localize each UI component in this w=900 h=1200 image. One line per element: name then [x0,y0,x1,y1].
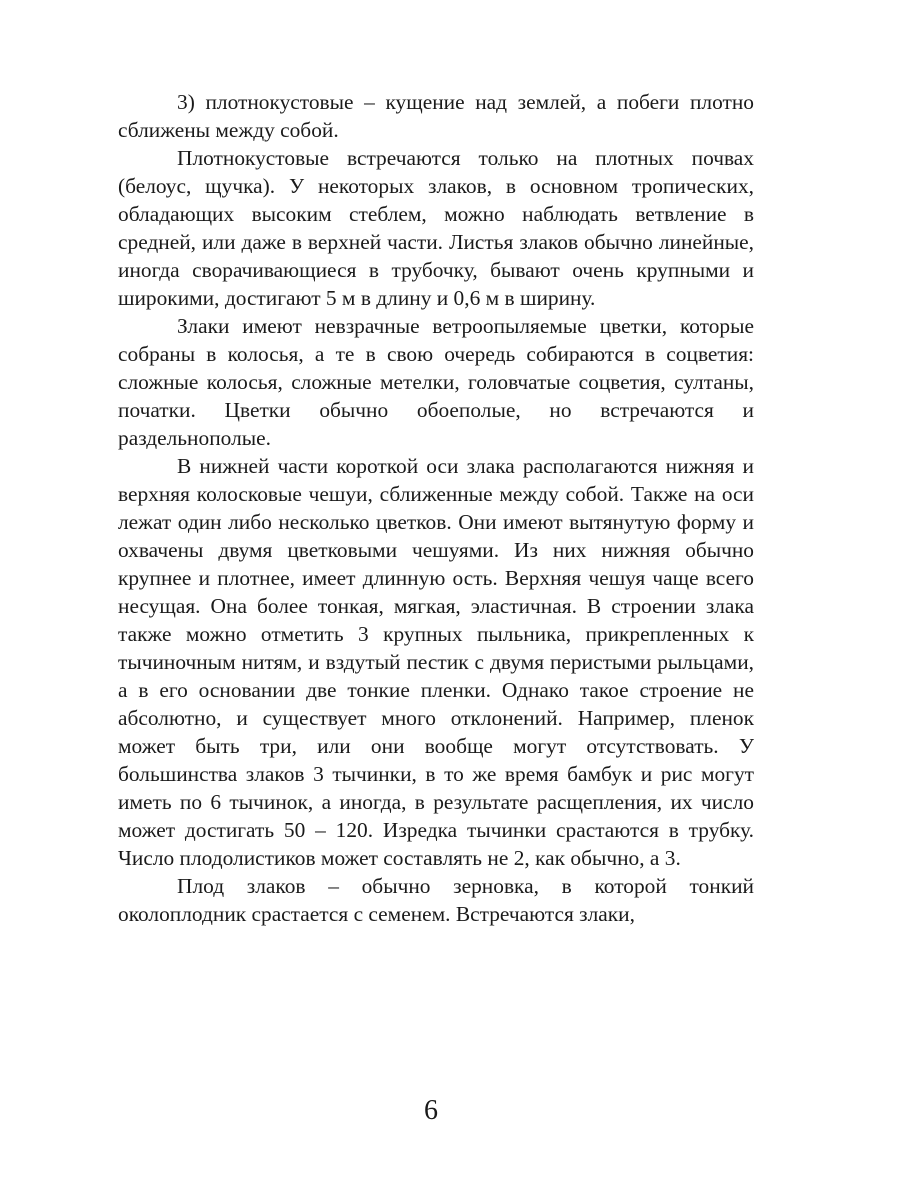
paragraph-1: 3) плотнокустовые – кущение над землей, а побеги плотно сближены между собой. [118,90,754,142]
paragraph-2: Плотнокустовые встречаются только на плотных почвах (белоус, щучка). У некоторых злаков, в основном тропических, обладающих высоким стеблем, можно наблюдать ветвление в средней, или даже в верхней части. Листья злаков обычно линейные, иногда сворачивающиеся в трубочку, бывают очень крупными и широкими, достигают 5 м в длину и 0,6 м в ширину. [118,146,754,310]
paragraph-4: В нижней части короткой оси злака располагаются нижняя и верхняя колосковые чешуи, сближенные между собой. Также на оси лежат один либо несколько цветков. Они имеют вытянутую форму и охвачены двумя цветковыми чешуями. Из них нижняя обычно крупнее и плотнее, имеет длинную ость. Верхняя чешуя чаще всего несущая. Она более тонкая, мягкая, эластичная. В строении злака также можно отметить 3 крупных пыльника, прикрепленных к тычиночным нитям, и вздутый пестик с двумя перистыми рыльцами, а в его основании две тонкие пленки. Однако такое строение не абсолютно, и существует много отклонений. Например, пленок может быть три, или они вообще могут отсутствовать. У большинства злаков 3 тычинки, в то же время бамбук и рис могут иметь по 6 тычинок, а иногда, в результате расщепления, их число может достигать 50 – 120. Изредка тычинки срастаются в трубку. Число плодолистиков может составлять не 2, как обычно, а 3. [118,454,754,870]
paragraph-5: Плод злаков – обычно зерновка, в которой тонкий околоплодник срастается с семенем. Встречаются злаки, [118,874,754,926]
page-number: 6 [424,1095,438,1126]
body-text [118,88,754,928]
paragraph-3: Злаки имеют невзрачные ветроопыляемые цветки, которые собраны в колосья, а те в свою очередь собираются в соцветия: сложные колосья, сложные метелки, головчатые соцветия, султаны, початки. Цветки обычно обоеполые, но встречаются и раздельнополые. [118,314,754,450]
